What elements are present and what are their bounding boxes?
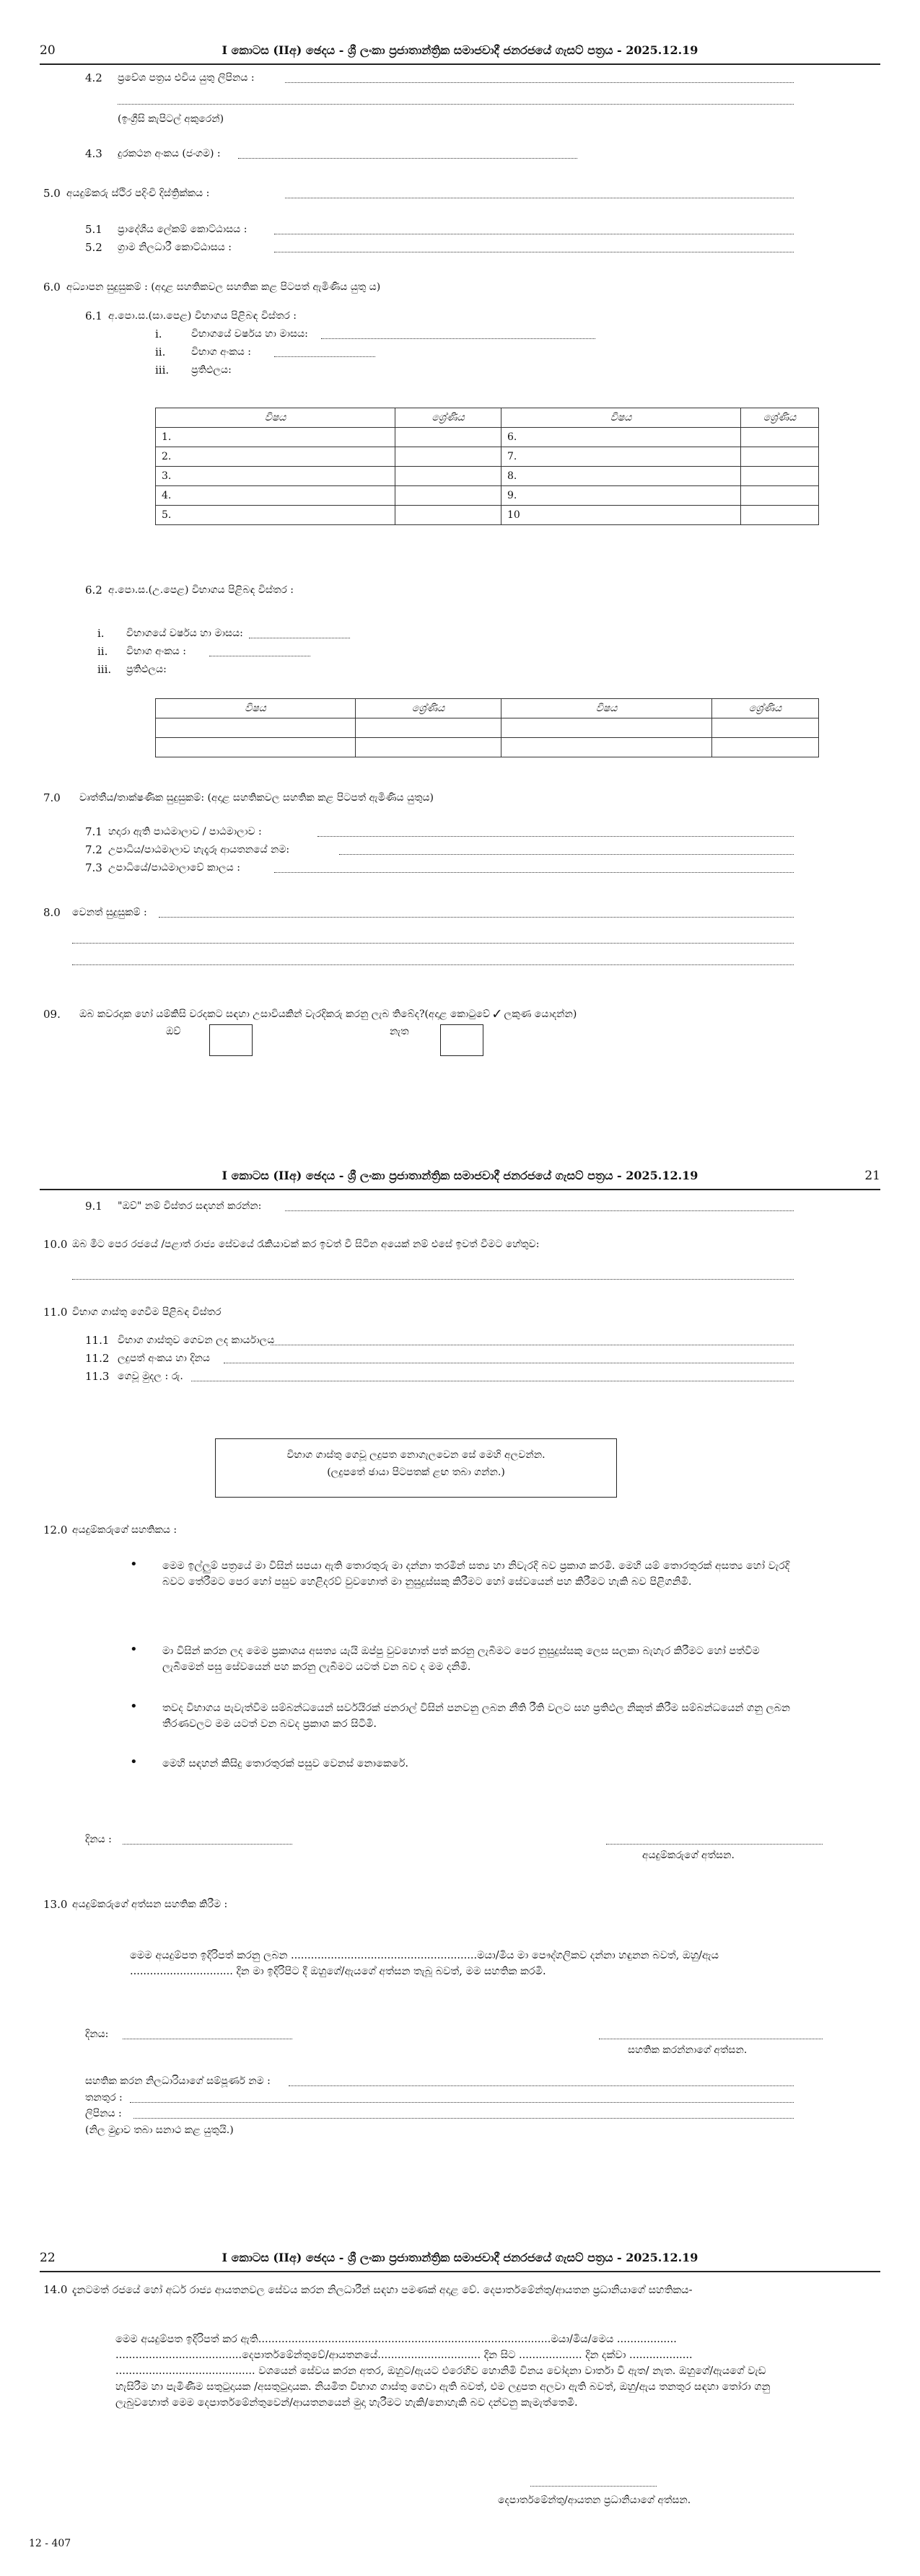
page-header [40,43,880,62]
footer-code: 12 - 407 [29,2538,71,2549]
s5-1-field[interactable] [274,224,794,234]
receipt-paste-box[interactable] [215,1438,617,1498]
s4-3-field[interactable] [238,148,577,159]
s12-num: 12.0 [43,1524,68,1537]
s11-3-label: ගෙවූ මුදල : රු. [118,1371,183,1382]
declaration-2: මා විසින් කරන ලද මෙම ප්‍රකාශය අසත්‍ය යැයි ඔප්පු වුවහොත් පත් කරනු ලැබීමට පෙර නුසුදුස්සකු ලෙස සලකා බැහැර කිරීමට හෝ පත්වීම ලැබීමෙන් පසු සේවයෙන් පහ කරනු ලැබීමට යටත් වන බව ද මම දනිමි. [162,1645,760,1673]
s9-1-label: "ඔව්" නම් විස්තර සඳහන් කරන්න: [118,1200,262,1212]
table-row [156,738,819,757]
s6-1-iii-label: ප්‍රතිඵලය: [191,364,232,376]
row-num[interactable]: 7. [501,447,741,467]
certifier-title-label: තනතුර : [85,2092,123,2104]
row-num[interactable]: 1. [156,428,395,447]
grade-cell[interactable] [741,467,819,486]
s6-1-ii-label: විභාග අංකය : [191,346,251,358]
header-rule [40,2271,880,2272]
s6-label: අධ්‍යාපන සුදුසුකම් : (අදාළ සහතිකවල සහතික කළ පිටපත් ඇමිණිය යුතු ය) [66,281,381,293]
table-row [156,447,819,467]
applicant-date-label: දිනය : [85,1834,112,1845]
col-subject: විෂය [156,408,395,428]
s9-1-num: 9.1 [85,1200,102,1213]
s6-2-ii-label: විභාග අංකය : [126,646,186,657]
attestation-text: මෙම අයදුම්පත ඉදිරිපත් කරනු ලබන ........................................................මයා/මිය මා පෞද්ගලිකව දන්නා හඳුනන බවත්, ඔහු/ඇය ............................... දින මා ඉදිරිපිට දී ඔහුගේ/ඇයගේ අත්සන තැබූ බවත්, මම සහතික කරමි. [130,1950,719,1977]
bullet-icon: • [130,1754,138,1770]
col-grade: ශ්‍රේණිය [395,408,501,428]
s11-1-field[interactable] [271,1335,794,1345]
table-row [156,718,819,738]
s11-2-field[interactable] [224,1353,794,1363]
grade-cell[interactable] [395,506,501,525]
col-grade: ශ්‍රේණිය [712,699,819,718]
bullet-icon: • [130,1642,138,1657]
s7-label: වෘත්තීය/තාක්ෂණික සුදුසුකම්: (අදාළ සහතිකවල සහතික කළ පිටපත් ඇමිණිය යුතුය) [79,792,434,804]
s6-2-num: 6.2 [85,584,102,597]
s9-num: 09. [43,1008,61,1021]
page-number: 21 [864,1169,880,1183]
s13-num: 13.0 [43,1898,68,1911]
s6-2-i-label: විභාගයේ වර්ෂය හා මාසය: [126,628,243,639]
s9-1-field[interactable] [285,1200,794,1211]
certifier-address-field[interactable] [133,2108,794,2119]
al-results-table [155,698,819,757]
s6-1-ii-num: ii. [155,346,166,359]
s12-label: අයදුම්කරුගේ සහතිකය : [72,1524,178,1536]
applicant-date-field[interactable] [123,1834,292,1845]
s10-num: 10.0 [43,1238,68,1251]
s6-2-label: අ.පො.ස.(උ.පෙළ) විභාගය පිළිබඳ විස්තර : [108,584,294,596]
table-row [156,467,819,486]
s4-2-field[interactable] [285,72,794,83]
s6-1-i-num: i. [155,328,162,340]
page-21 [0,1111,920,1832]
certifier-name-field[interactable] [289,2075,794,2086]
s14-num: 14.0 [43,2283,68,2296]
certifier-signature-field[interactable] [599,2028,823,2039]
s4-3-num: 4.3 [85,147,102,160]
row-num[interactable]: 9. [501,486,741,506]
grade-cell[interactable] [741,486,819,506]
gazette-title: I කොටස (IIඅ) ඡෙදය - ශ්‍රී ලංකා ප්‍රජාතාන්ත්‍රික සමාජවාදී ජනරජයේ ගැසට් පත්‍රය - 2025.12.19 [222,43,698,57]
page-21-continued [0,1832,920,2236]
s8-num: 8.0 [43,906,61,919]
s5-2-num: 5.2 [85,241,102,254]
s14-label: දැනටමත් රජයේ හෝ අර්ධ රාජ්‍ය ආයතනවල සේවය කරන නිලධාරීන් සඳහා පමණක් අදාළ වේ. දෙපාර්තමේන්තු/ආයතන ප්‍රධානියාගේ සහතිකය- [72,2285,693,2296]
applicant-signature-label: අයදුම්කරුගේ අත්සන. [642,1850,735,1861]
s8-label: වෙනත් සුදුසුකම් : [72,907,147,918]
s11-1-num: 11.1 [85,1334,110,1347]
grade-cell[interactable] [741,447,819,467]
col-grade: ශ්‍රේණිය [741,408,819,428]
s8-field[interactable] [159,907,794,918]
row-num[interactable]: 10 [501,506,741,525]
s4-2-label: ප්‍රවේශ පත්‍රය එවිය යුතු ලිපිනය : [118,72,255,84]
s6-1-label: අ.පො.ස.(සා.පෙළ) විභාගය පිළිබඳ විස්තර : [108,310,297,322]
subject-cell[interactable] [156,738,356,757]
page-number: 20 [40,43,56,58]
head-signature-label: දෙපාර්තමේන්තු/ආයතන ප්‍රධානියාගේ අත්සන. [498,2494,691,2506]
row-num[interactable]: 6. [501,428,741,447]
certifier-signature-label: සහතික කරන්නාගේ අත්සන. [628,2044,748,2056]
s11-2-label: ලදුපත් අංකය හා දිනය [118,1353,210,1364]
page-number: 22 [40,2251,56,2265]
col-subject: විෂය [156,699,356,718]
declaration-1: මෙම ඉල්ලුම් පත්‍රයේ මා විසින් සපයා ඇති තොරතුරු මා දන්නා තරමින් සත්‍ය හා නිවැරදි බව ප්‍රකාශ කරමි. මෙහි යම් තොරතුරක් අසත්‍ය හෝ වැරදි බවට තේරීමට පෙර හෝ පසුව හෙළිදරව් වුවහොත් මා නුසුදුස්සකු කිරීමට හෝ සේවයෙන් පහ කිරීමට හැකි බව පිළිගනිමි. [162,1560,790,1588]
s8-field-2[interactable] [72,933,794,944]
s4-3-label: දුරකථන අංකය (ජංගම) : [118,148,221,159]
s11-1-label: විභාග ගාස්තුව ගෙවන ලද කාර්යාලය [118,1335,275,1346]
certifier-address-label: ලිපිනය : [85,2108,122,2119]
s5-2-label: ග්‍රාම නිලධාරී කොට්ඨාසය : [118,242,232,253]
subject-cell[interactable] [156,718,356,738]
s6-2-iii-num: iii. [97,663,112,676]
s5-2-field[interactable] [274,242,794,252]
s9-yes-checkbox[interactable] [209,1024,253,1056]
s10-field[interactable] [72,1269,794,1280]
s11-num: 11.0 [43,1306,68,1319]
s6-2-i-num: i. [97,627,105,640]
grade-cell[interactable] [356,738,501,757]
table-row [156,506,819,525]
ol-results-table [155,408,819,525]
s6-2-iii-label: ප්‍රතිඵලය: [126,664,167,675]
s7-2-num: 7.2 [85,843,102,856]
col-subject: විෂය [501,699,712,718]
s13-label: අයදුම්කරුගේ අත්සන සහතික කිරීම : [72,1899,228,1910]
s6-1-ii-field[interactable] [274,346,375,357]
s11-label: විභාග ගාස්තු ගෙවීම පිළිබඳ විස්තර [72,1306,222,1318]
header-rule [40,1189,880,1190]
s7-3-num: 7.3 [85,861,102,874]
s9-no-checkbox[interactable] [440,1024,483,1056]
receipt-note: (ලදුපතේ ඡායා පිටපතක් ළඟ තබා ගන්න.) [327,1467,505,1478]
grade-cell[interactable] [395,428,501,447]
seal-note: (නිල මුද්‍රාව තබා සනාථ කළ යුතුයි.) [85,2124,234,2136]
table-row [156,486,819,506]
s5-1-label: ප්‍රාදේශීය ලේකම් කොට්ඨාසය : [118,224,247,235]
certifier-name-label: සහතික කරන නිලධාරියාගේ සම්පූර්ණ නම : [85,2075,271,2087]
s9-no-label: නැත [390,1026,409,1037]
applicant-signature-field[interactable] [606,1834,823,1845]
subject-cell[interactable] [501,718,712,738]
s7-1-label: හදාරා ඇති පාඨමාලාව / පාඨමාලාව : [108,826,262,838]
s4-2-note: (ඉංග්‍රීසි කැපිටල් අකුරෙන්) [118,113,224,125]
s7-3-field[interactable] [274,862,794,873]
s6-2-i-field[interactable] [249,628,350,638]
s4-2-num: 4.2 [85,71,102,84]
row-num[interactable]: 5. [156,506,395,525]
certifier-date-label: දිනය: [85,2028,109,2040]
grade-cell[interactable] [395,467,501,486]
col-grade: ශ්‍රේණිය [356,699,501,718]
certifier-title-field[interactable] [130,2092,794,2103]
s6-2-ii-field[interactable] [209,646,310,656]
s6-1-i-label: විභාගයේ වර්ෂය හා මාසය: [191,328,308,340]
s11-3-field[interactable] [191,1371,794,1381]
s6-num: 6.0 [43,281,61,294]
s7-2-label: උපාධිය/පාඨමාලාව හැදෑරූ ආයතනයේ නම: [108,844,290,856]
page-22 [0,2251,920,2576]
grade-cell[interactable] [712,738,819,757]
s5-num: 5.0 [43,187,61,200]
s5-1-num: 5.1 [85,223,102,236]
s7-num: 7.0 [43,791,61,804]
page-20 [0,0,920,1111]
s11-3-num: 11.3 [85,1370,110,1383]
subject-cell[interactable] [501,738,712,757]
bullet-icon: • [130,1557,138,1572]
s6-1-i-field[interactable] [321,328,595,339]
s7-1-num: 7.1 [85,825,102,838]
s5-field[interactable] [285,188,794,198]
row-num[interactable]: 8. [501,467,741,486]
s10-label: ඔබ මීට පෙර රජයේ /පළාත් රාජ්‍ය සේවයේ රැකියාවක් කර ඉවත් වී සිටින අයෙක් නම් එසේ ඉවත් වීමට හේතුව: [72,1239,540,1250]
grade-cell[interactable] [356,718,501,738]
s6-2-ii-num: ii. [97,645,108,658]
col-subject: විෂය [501,408,741,428]
grade-cell[interactable] [741,506,819,525]
declaration-4: මෙහි සඳහන් කිසිදු තොරතුරක් පසුව වෙනස් නොකෙරේ. [162,1758,408,1770]
s5-label: අයදුම්කරු ස්ථිර පදිංචි දිස්ත්‍රික්කය : [66,188,210,199]
s7-2-field[interactable] [339,844,794,855]
s4-2-field-2[interactable] [118,94,794,105]
s7-1-field[interactable] [317,826,794,837]
certifier-date-field[interactable] [123,2028,292,2039]
s9-label: ඔබ කවරදාක හෝ යම්කිසි වරදකට සඳහා උසාවියකින් වැරදිකරු කරනු ලැබ තිබේද?(අදාළ කොටුවේ ✓ ලකුණ යොදන්න) [79,1008,577,1020]
grade-cell[interactable] [395,447,501,467]
header-rule [40,63,880,65]
grade-cell[interactable] [395,486,501,506]
receipt-instruction: විභාග ගාස්තු ගෙවූ ලදුපත නොගැලවෙන සේ මෙහි අලවන්න. [286,1449,546,1461]
head-signature-field[interactable] [530,2476,657,2487]
row-num[interactable]: 4. [156,486,395,506]
s6-1-num: 6.1 [85,309,102,322]
row-num[interactable]: 3. [156,467,395,486]
gazette-title: I කොටස (IIඅ) ඡෙදය - ශ්‍රී ලංකා ප්‍රජාතාන්ත්‍රික සමාජවාදී ජනරජයේ ගැසට් පත්‍රය - 2025.12.19 [222,1169,698,1182]
s7-3-label: උපාධියේ/පාඨමාලාවේ කාලය : [108,862,240,874]
gazette-title: I කොටස (IIඅ) ඡෙදය - ශ්‍රී ලංකා ප්‍රජාතාන්ත්‍රික සමාජවාදී ජනරජයේ ගැසට් පත්‍රය - 2025.12.19 [222,2251,698,2264]
page-header [40,2251,880,2269]
bullet-icon: • [130,1699,138,1714]
s8-field-3[interactable] [72,954,794,965]
table-row [156,428,819,447]
s11-2-num: 11.2 [85,1352,110,1365]
declaration-3: තවද විභාගය පැවැත්වීම සම්බන්ධයෙන් සර්වයිරක් ජනරාල් විසින් පනවනු ලබන නීති රීති වලට සහ ප්‍රතිඵල නිකුත් කිරීම සම්බන්ධයෙන් ගනු ලබන තීරණවලට මම යටත් වන බවද ප්‍රකාශ කර සිටිමි. [162,1702,790,1730]
row-num[interactable]: 2. [156,447,395,467]
s6-1-iii-num: iii. [155,364,170,377]
page-header [40,1169,880,1187]
grade-cell[interactable] [741,428,819,447]
grade-cell[interactable] [712,718,819,738]
s9-yes-label: ඔව් [166,1026,181,1037]
head-certificate-text: මෙම අයදුම්පත ඉදිරිපත් කර ඇති........................................................................................මයා/මිය/මෙය .................. ......................................දෙපාර්තමේන්තුවේ/ආයතනයේ............................... දින සිට ................... දින දක්වා ................... .......................................... වශයෙන් සේවය කරන අතර, ඔහුට/ඇයට එරෙහිව හොනිමි විනය චෝදනා වාර්තා වී ඇත/ නැත. ඔහුගේ/ඇයගේ වැඩ හැසිරීම හා පැමිණීම සතුටුදායක /අසතුටුදායක. නියමිත විභාග ගාස්තු ගෙවා ඇති බවත්, එම ලදුපත අලවා ඇති බවත්, ඔහු/ඇය තනතුර සඳහා තෝරා ගනු ලැබුවහොත් මෙම දෙපාර්තමේන්තුවෙන්/ආයතනයෙන් මුදා හැරීමට හැකි/නොහැකි බව දන්වනු කැමැත්තෙමි. [115,2334,771,2409]
